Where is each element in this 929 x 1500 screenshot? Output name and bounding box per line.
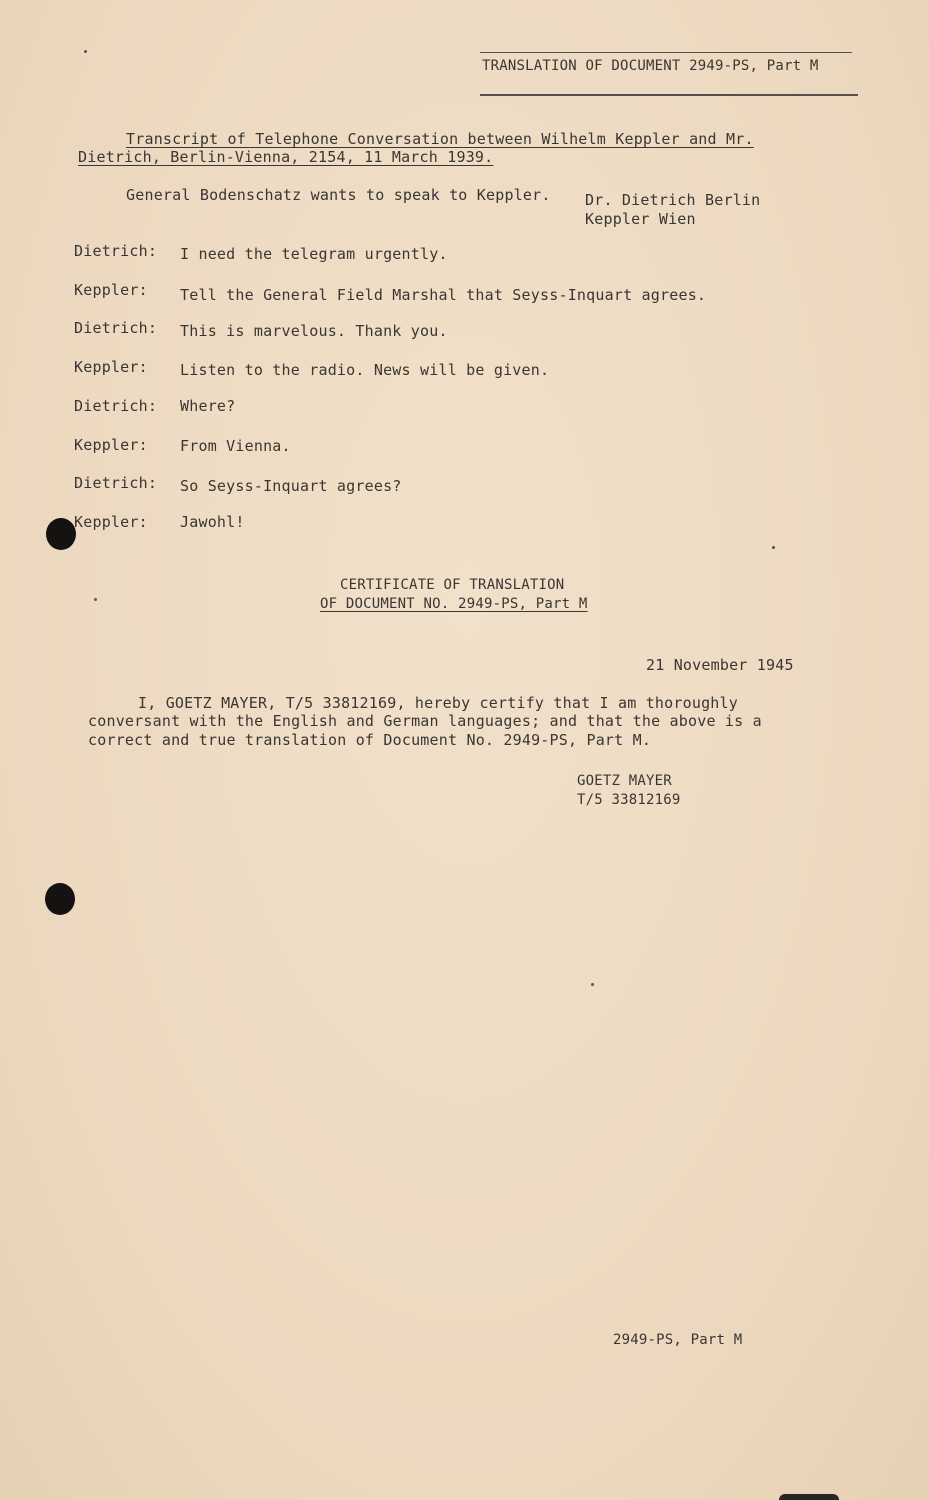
footer-document-ref: 2949-PS, Part M bbox=[613, 1332, 743, 1348]
signer-name: GOETZ MAYER bbox=[577, 773, 672, 789]
header-top-rule bbox=[480, 52, 852, 53]
paper-speck bbox=[772, 546, 775, 549]
transcript-title-line1: Transcript of Telephone Conversation between Wilhelm Keppler and Mr. bbox=[126, 130, 754, 148]
parties-line1: Dr. Dietrich Berlin bbox=[585, 191, 761, 209]
header-bottom-rule bbox=[480, 94, 858, 96]
transcript-intro: General Bodenschatz wants to speak to Keppler. bbox=[126, 186, 551, 204]
dialogue-line: I need the telegram urgently. bbox=[180, 245, 448, 263]
certificate-title-line1: CERTIFICATE OF TRANSLATION bbox=[340, 577, 565, 593]
speaker-label: Dietrich: bbox=[74, 397, 158, 415]
certificate-date: 21 November 1945 bbox=[646, 656, 794, 674]
punch-hole-top bbox=[46, 518, 76, 550]
certificate-body-line1: I, GOETZ MAYER, T/5 33812169, hereby certify that I am thoroughly bbox=[138, 694, 738, 712]
paper-speck bbox=[591, 983, 594, 986]
speaker-label: Keppler: bbox=[74, 513, 148, 531]
transcript-title-line2: Dietrich, Berlin-Vienna, 2154, 11 March 1939. bbox=[78, 148, 494, 166]
speaker-label: Dietrich: bbox=[74, 319, 158, 337]
dialogue-line: This is marvelous. Thank you. bbox=[180, 322, 448, 340]
dialogue-line: Tell the General Field Marshal that Seyss-Inquart agrees. bbox=[180, 286, 707, 304]
speaker-label: Dietrich: bbox=[74, 474, 158, 492]
speaker-label: Keppler: bbox=[74, 281, 148, 299]
speaker-label: Dietrich: bbox=[74, 242, 158, 260]
speaker-label: Keppler: bbox=[74, 436, 148, 454]
speaker-label: Keppler: bbox=[74, 358, 148, 376]
dialogue-line: Jawohl! bbox=[180, 513, 245, 531]
dialogue-line: Where? bbox=[180, 397, 236, 415]
dialogue-line: From Vienna. bbox=[180, 437, 291, 455]
dialogue-line: So Seyss-Inquart agrees? bbox=[180, 477, 402, 495]
paper-speck bbox=[94, 598, 97, 601]
signer-id: T/5 33812169 bbox=[577, 792, 681, 808]
punch-hole-bottom bbox=[45, 883, 75, 915]
certificate-title-line2: OF DOCUMENT NO. 2949-PS, Part M bbox=[320, 596, 588, 612]
paper-speck bbox=[84, 50, 87, 53]
certificate-body-line3: correct and true translation of Document No. 2949-PS, Part M. bbox=[88, 731, 652, 749]
page-edge-mark bbox=[779, 1494, 839, 1500]
dialogue-line: Listen to the radio. News will be given. bbox=[180, 361, 550, 379]
parties-line2: Keppler Wien bbox=[585, 210, 696, 228]
certificate-body-line2: conversant with the English and German languages; and that the above is a bbox=[88, 712, 762, 730]
header-document-ref: TRANSLATION OF DOCUMENT 2949-PS, Part M bbox=[482, 58, 819, 74]
